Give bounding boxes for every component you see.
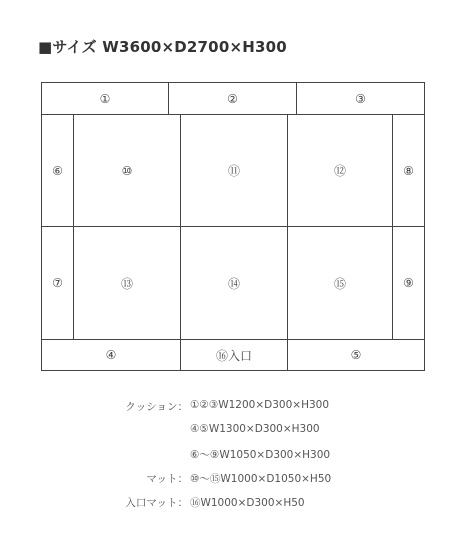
cushion-3: ③ xyxy=(296,82,425,115)
cushion-4: ④ xyxy=(41,339,181,371)
page-title: ■サイズ W3600×D2700×H300 xyxy=(38,38,287,56)
mat-14: ⑭ xyxy=(180,226,288,340)
legend-row xyxy=(0,471,465,487)
mat-15: ⑮ xyxy=(287,226,393,340)
legend-value: ①②③W1200×D300×H300 xyxy=(190,399,330,411)
mat-12: ⑫ xyxy=(287,114,393,227)
legend-label: 入口マット： xyxy=(125,497,188,509)
legend-value: ⑩～⑮W1000×D1050×H50 xyxy=(190,473,332,485)
cushion-2: ② xyxy=(168,82,297,115)
legend-row xyxy=(0,399,465,415)
legend-value: ⑥～⑨W1050×D300×H300 xyxy=(190,449,331,461)
cushion-6: ⑥ xyxy=(41,114,74,227)
cushion-9: ⑨ xyxy=(392,226,425,340)
cushion-1: ① xyxy=(41,82,169,115)
mat-10: ⑩ xyxy=(73,114,181,227)
legend-value: ④⑤W1300×D300×H300 xyxy=(190,423,320,435)
entrance-mat-16: ⑯入口 xyxy=(180,339,288,371)
cushion-7: ⑦ xyxy=(41,226,74,340)
mat-13: ⑬ xyxy=(73,226,181,340)
mat-11: ⑪ xyxy=(180,114,288,227)
legend-row xyxy=(0,447,465,463)
legend-row xyxy=(0,495,465,511)
cushion-8: ⑧ xyxy=(392,114,425,227)
legend-label: マット： xyxy=(146,473,188,485)
cushion-5: ⑤ xyxy=(287,339,425,371)
legend-value: ⑯W1000×D300×H50 xyxy=(190,497,305,509)
legend-label: クッション： xyxy=(125,401,188,413)
legend-row xyxy=(0,423,465,439)
